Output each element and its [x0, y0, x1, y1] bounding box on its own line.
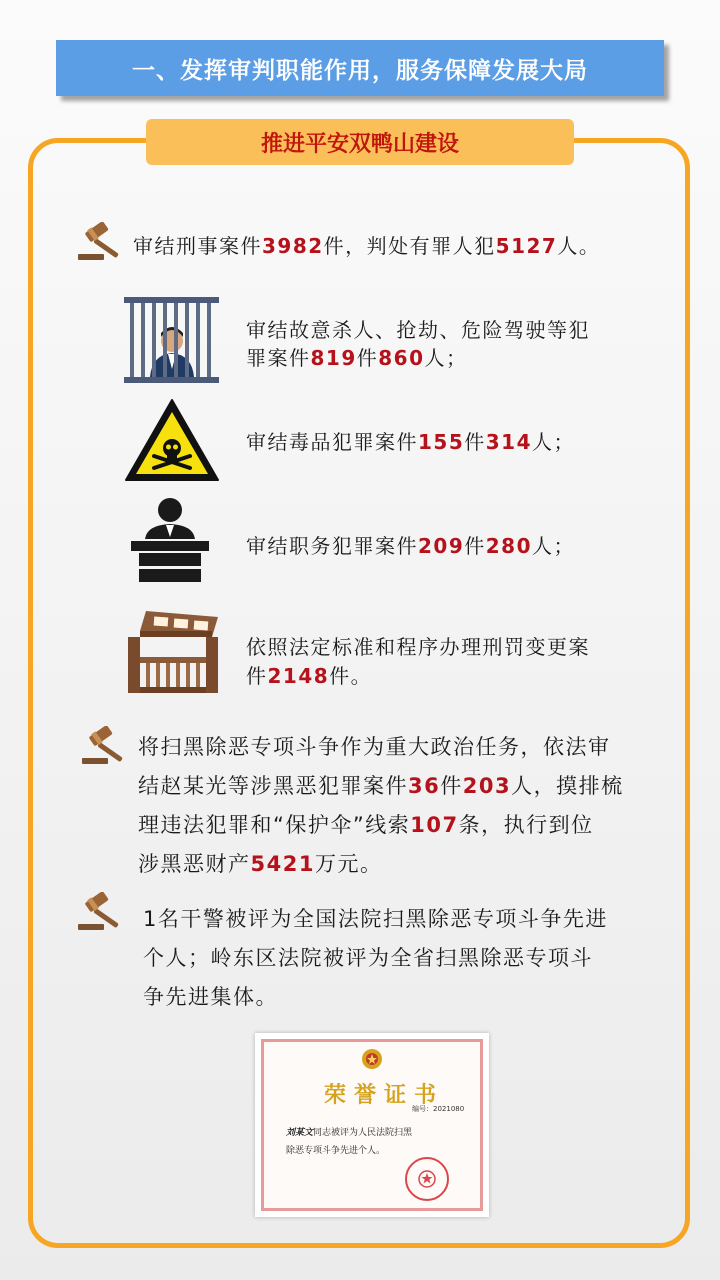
gavel-icon — [76, 222, 126, 262]
certificate-number: 编号：2021080 — [412, 1105, 465, 1113]
gavel-icon — [80, 726, 130, 766]
honor-text: 1名干警被评为全国法院扫黑除恶专项斗争先进 个人；岭东区法院被评为全省扫黑除恶专项斗 争先进集体。 — [143, 907, 608, 1009]
court-emblem-icon — [361, 1048, 383, 1070]
gavel-icon — [76, 892, 126, 932]
duty-crime-text: 审结职务犯罪案件209件280人； — [246, 534, 575, 558]
drug-crime-text: 审结毒品犯罪案件155件314人； — [246, 430, 575, 454]
certificate-body: 刘某文同志被评为人民法院扫黑 除恶专项斗争先进个人。 — [286, 1128, 413, 1156]
section-title: 一、发挥审判职能作用，服务保障发展大局 — [132, 57, 588, 84]
red-seal-icon — [404, 1156, 450, 1202]
anti-gang-text: 将扫黑除恶专项斗争作为重大政治任务，依法审 结赵某光等涉黑恶犯罪案件36件203人，摸排梳 理违法犯罪和“保护伞”线索107条，执行到位 涉黑恶财产5421万元。 — [138, 735, 624, 876]
official-podium-icon — [131, 497, 209, 583]
certificate-border — [261, 1039, 483, 1211]
criminal-cases-text: 审结刑事案件3982件，判处有罪人犯5127人。 — [133, 234, 601, 258]
violent-crime-text: 审结故意杀人、抢劫、危险驾驶等犯 罪案件819件860人； — [246, 318, 590, 370]
subtitle-text: 推进平安双鸭山建设 — [260, 131, 459, 157]
prison-icon — [124, 297, 219, 383]
courtroom-dock-icon — [124, 607, 220, 697]
poison-hazard-icon — [124, 398, 220, 482]
section-header — [56, 40, 664, 96]
honor-certificate — [255, 1033, 489, 1217]
certificate-title: 荣誉证书 — [324, 1082, 445, 1108]
subtitle-tab — [146, 119, 574, 165]
penalty-change-text: 依照法定标准和程序办理刑罚变更案 件2148件。 — [246, 635, 590, 688]
